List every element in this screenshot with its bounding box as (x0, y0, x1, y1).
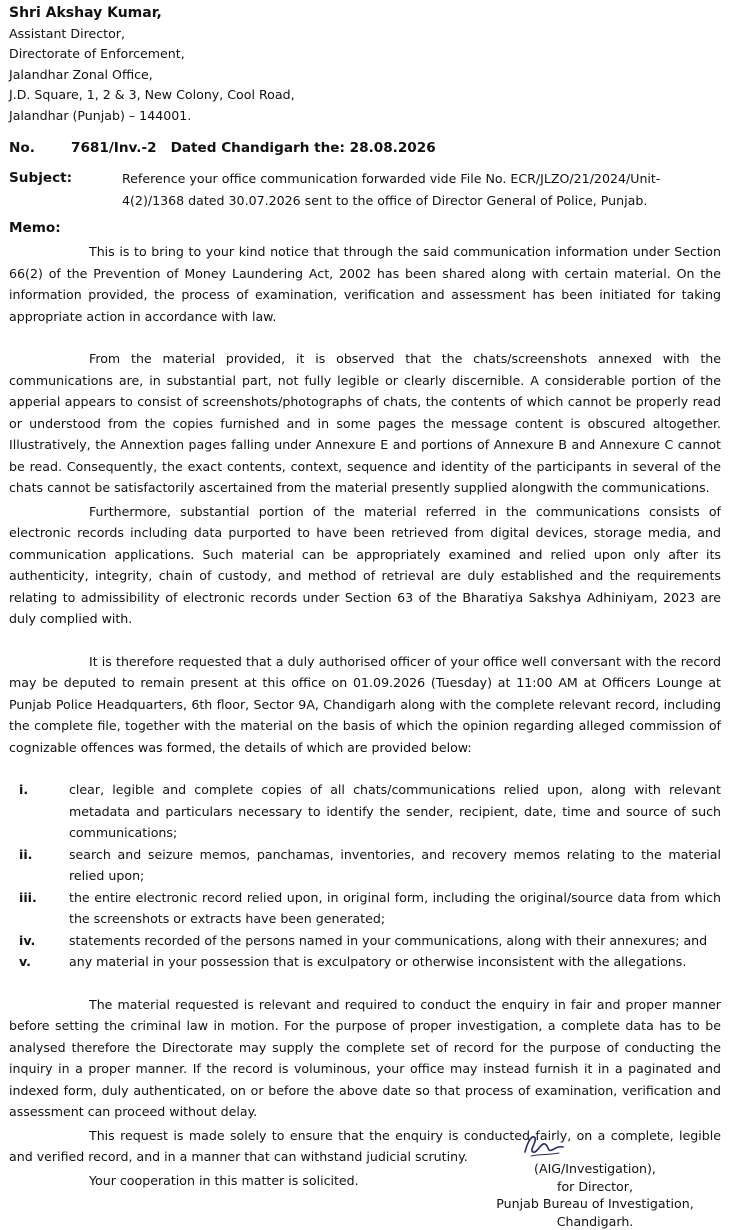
subject-block (9, 168, 721, 211)
list-marker: iii. (9, 887, 69, 930)
reference-number: 7681/Inv.-2 (71, 138, 157, 160)
addressee-line: Jalandhar Zonal Office, (9, 65, 429, 86)
reference-label: No. (9, 138, 71, 160)
memo-paragraph: The material requested is relevant and required to conduct the enquiry in fair and proper manner before setting the criminal law in motion. For the purpose of proper investigation, a complete data has to be analysed therefore the Directorate may supply the complete set of record for the purpose of conducting the inquiry in a proper manner. If the record is voluminous, your office may instead furnish it in a paginated and indexed form, duly authenticated, on or before the above date so that process of examination, verification and assessment can proceed without delay. (9, 994, 721, 1123)
list-item (9, 951, 721, 973)
addressee-name: Shri Akshay Kumar, (9, 3, 429, 24)
addressee-line: J.D. Square, 1, 2 & 3, New Colony, Cool Road, (9, 85, 429, 106)
list-item-text: clear, legible and complete copies of all chats/communications relied upon, along with relevant metadata and particulars necessary to identify the sender, recipient, date, time and source of such communications; (69, 779, 721, 844)
list-item-text: the entire electronic record relied upon, in original form, including the original/source data from which the screenshots or extracts have been generated; (69, 887, 721, 930)
list-marker: v. (9, 951, 69, 973)
list-marker: iv. (9, 930, 69, 952)
memo-paragraph: Furthermore, substantial portion of the material referred in the communications consists of electronic records including data purported to have been retrieved from digital devices, storage media, and communication applications. Such material can be appropriately examined and relied upon only after its authenticity, integrity, chain of custody, and method of retrieval are duly established and the requirements relating to admissibility of electronic records under Section 63 of the Bharatiya Sakshya Adhiniyam, 2023 are duly complied with. (9, 501, 721, 630)
subject-text: Reference your office communication forwarded vide File No. ECR/JLZO/21/2024/Unit-4(2)/1368 dated 30.07.2026 sent to the office of Director General of Police, Punjab. (122, 168, 721, 211)
addressee-line: Directorate of Enforcement, (9, 44, 429, 65)
requested-items-list (9, 779, 721, 973)
list-item (9, 779, 721, 844)
list-item (9, 844, 721, 887)
memo-body (9, 241, 721, 1191)
list-item-text: search and seizure memos, panchamas, inventories, and recovery memos relating to the material relied upon; (69, 844, 721, 887)
addressee-block (9, 3, 429, 126)
addressee-line: Assistant Director, (9, 24, 429, 45)
signature-line: (AIG/Investigation), (485, 1160, 705, 1178)
reference-line (9, 138, 436, 160)
reference-date: Dated Chandigarh the: 28.08.2026 (171, 140, 436, 156)
list-item-text: any material in your possession that is exculpatory or otherwise inconsistent with the allegations. (69, 951, 721, 973)
memo-paragraph: This is to bring to your kind notice that through the said communication information under Section 66(2) of the Prevention of Money Laundering Act, 2002 has been shared along with certain material. On the information provided, the process of examination, verification and assessment has been initiated for taking appropriate action in accordance with law. (9, 241, 721, 327)
list-item-text: statements recorded of the persons named in your communications, along with their annexures; and (69, 930, 721, 952)
handwritten-signature (519, 1130, 565, 1160)
list-marker: i. (9, 779, 69, 844)
subject-label: Subject: (9, 168, 72, 190)
signature-line: for Director, (485, 1178, 705, 1196)
addressee-line: Jalandhar (Punjab) – 144001. (9, 106, 429, 127)
signature-line: Punjab Bureau of Investigation, (485, 1195, 705, 1213)
memo-label: Memo: (9, 218, 61, 240)
memo-paragraph: From the material provided, it is observed that the chats/screenshots annexed with the communications are, in substantial part, not fully legible or clearly discernible. A considerable portion of the apperial appears to consist of screenshots/photographs of chats, the contents of which cannot be properly read or understood from the copies furnished and in some pages the message content is obscured altogether. Illustratively, the Annextion pages falling under Annexure E and portions of Annexure B and Annexure C cannot be read. Consequently, the exact contents, context, sequence and identity of the participants in several of the chats cannot be satisfactorily ascertained from the material presently supplied alongwith the communications. (9, 348, 721, 499)
list-marker: ii. (9, 844, 69, 887)
memo-paragraph: This request is made solely to ensure that the enquiry is conducted fairly, on a complete, legible and verified record, and in a manner that can withstand judicial scrutiny. (9, 1125, 721, 1168)
signature-line: Chandigarh. (485, 1213, 705, 1230)
memo-paragraph: Your cooperation in this matter is solicited. (9, 1170, 721, 1192)
list-item (9, 930, 721, 952)
memo-paragraph: It is therefore requested that a duly authorised officer of your office well conversant with the record may be deputed to remain present at this office on 01.09.2026 (Tuesday) at 11:00 AM at Officers Lounge at Punjab Police Headquarters, 6th floor, Sector 9A, Chandigarh along with the complete relevant record, including the complete file, together with the material on the basis of which the opinion regarding alleged commission of cognizable offences was formed, the details of which are provided below: (9, 651, 721, 759)
signature-block (485, 1130, 705, 1230)
list-item (9, 887, 721, 930)
